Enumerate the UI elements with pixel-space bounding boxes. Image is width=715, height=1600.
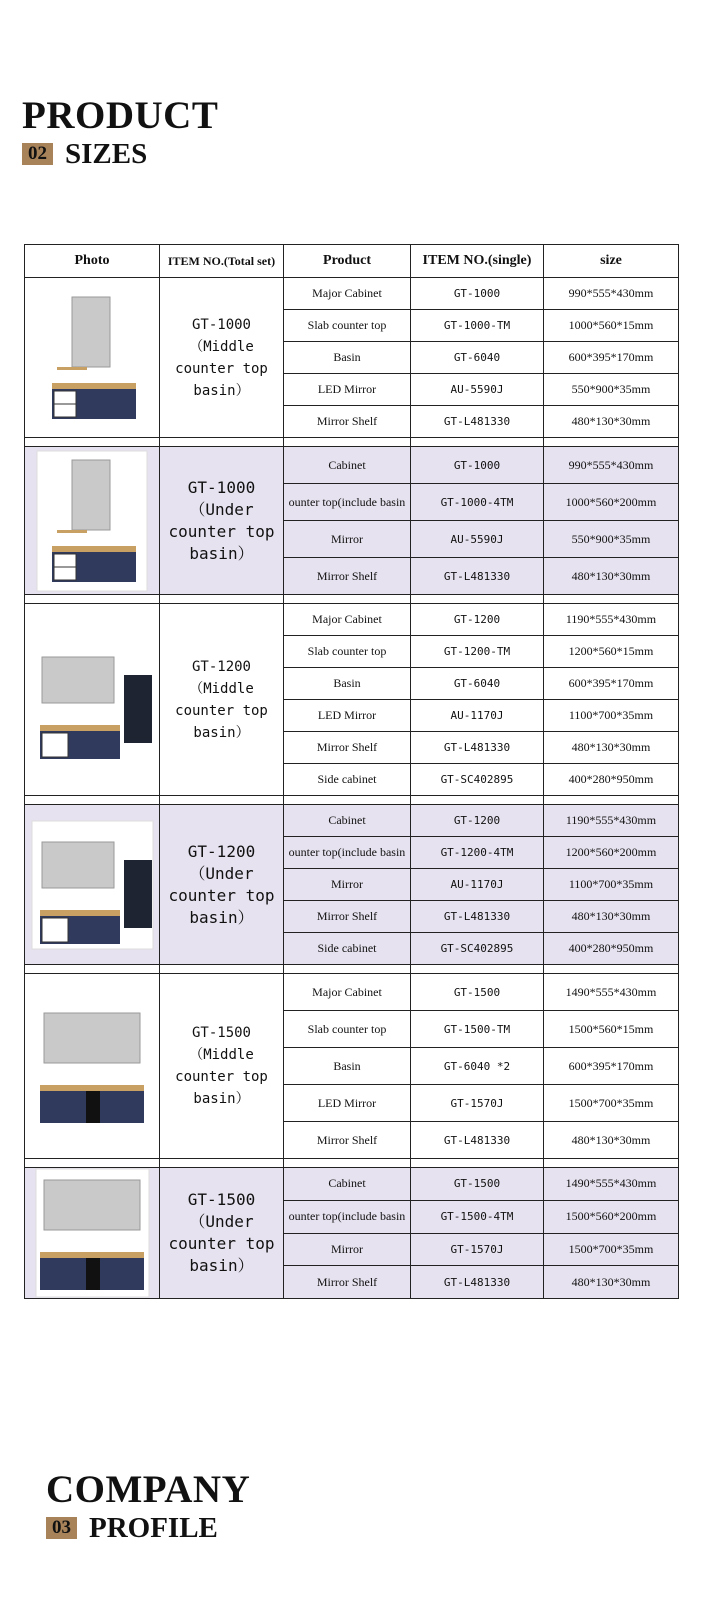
product-name: Mirror Shelf [284, 901, 411, 933]
vanity-photo-icon [30, 635, 155, 765]
size-value: 990*555*430mm [544, 447, 679, 484]
col-header-photo: Photo [25, 245, 160, 278]
product-photo [25, 278, 160, 438]
single-item-code: GT-L481330 [411, 558, 544, 595]
size-value: 1200*560*200mm [544, 837, 679, 869]
col-header-size: size [544, 245, 679, 278]
size-value: 1500*700*35mm [544, 1233, 679, 1266]
single-item-code: GT-1000 [411, 447, 544, 484]
single-item-code: GT-6040 *2 [411, 1048, 544, 1085]
size-value: 480*130*30mm [544, 901, 679, 933]
col-header-single: ITEM NO.(single) [411, 245, 544, 278]
product-name: Mirror Shelf [284, 558, 411, 595]
set-description: （Middle counter top basin） [175, 680, 268, 741]
product-name: Mirror Shelf [284, 1122, 411, 1159]
single-item-code: GT-SC402895 [411, 764, 544, 796]
size-value: 1500*560*200mm [544, 1200, 679, 1233]
size-value: 1000*560*200mm [544, 484, 679, 521]
set-description: （Under counter top basin） [168, 499, 275, 563]
single-item-code: AU-5590J [411, 374, 544, 406]
set-code: GT-1500 [187, 1190, 256, 1209]
table-row [25, 1168, 679, 1201]
product-photo [25, 1168, 160, 1299]
single-item-code: GT-1500-4TM [411, 1200, 544, 1233]
set-item-cell [160, 604, 284, 796]
single-item-code: GT-1500 [411, 974, 544, 1011]
single-item-code: GT-1570J [411, 1233, 544, 1266]
product-name: Slab counter top [284, 636, 411, 668]
single-item-code: AU-5590J [411, 521, 544, 558]
col-header-product: Product [284, 245, 411, 278]
product-name: Mirror [284, 1233, 411, 1266]
product-name: Cabinet [284, 1168, 411, 1201]
vanity-photo-icon [30, 1168, 155, 1298]
product-name: LED Mirror [284, 700, 411, 732]
size-value: 600*395*170mm [544, 342, 679, 374]
product-name: ounter top(include basin [284, 484, 411, 521]
product-name: Side cabinet [284, 764, 411, 796]
product-name: Mirror [284, 521, 411, 558]
section-number-badge: 02 [22, 143, 53, 165]
set-description: （Under counter top basin） [168, 863, 275, 927]
product-name: Major Cabinet [284, 974, 411, 1011]
size-value: 1190*555*430mm [544, 604, 679, 636]
set-code: GT-1000 [187, 477, 256, 497]
single-item-code: AU-1170J [411, 869, 544, 901]
single-item-code: GT-L481330 [411, 1266, 544, 1299]
single-item-code: GT-1500 [411, 1168, 544, 1201]
set-item-cell [160, 278, 284, 438]
table-row [25, 974, 679, 1011]
set-code: GT-1000 [191, 316, 251, 333]
size-value: 550*900*35mm [544, 521, 679, 558]
table-header-row [25, 245, 679, 278]
product-name: Mirror Shelf [284, 406, 411, 438]
size-value: 480*130*30mm [544, 406, 679, 438]
group-separator [25, 438, 679, 447]
section-number-badge: 03 [46, 1517, 77, 1539]
single-item-code: GT-1200 [411, 805, 544, 837]
size-value: 1190*555*430mm [544, 805, 679, 837]
product-name: Major Cabinet [284, 278, 411, 310]
product-name: Cabinet [284, 805, 411, 837]
vanity-photo-icon [30, 820, 155, 950]
size-value: 1490*555*430mm [544, 974, 679, 1011]
product-name: Major Cabinet [284, 604, 411, 636]
single-item-code: GT-L481330 [411, 1122, 544, 1159]
col-header-total-set: ITEM NO.(Total set) [160, 245, 284, 278]
set-item-cell [160, 805, 284, 965]
product-name: ounter top(include basin [284, 837, 411, 869]
product-name: Mirror Shelf [284, 732, 411, 764]
product-sizes-heading [22, 96, 218, 170]
product-name: ounter top(include basin [284, 1200, 411, 1233]
vanity-photo-icon [32, 450, 152, 592]
table-row [25, 604, 679, 636]
single-item-code: GT-1200 [411, 604, 544, 636]
size-value: 480*130*30mm [544, 1266, 679, 1299]
size-value: 400*280*950mm [544, 933, 679, 965]
size-value: 1500*700*35mm [544, 1085, 679, 1122]
table-row [25, 278, 679, 310]
group-separator [25, 1159, 679, 1168]
single-item-code: GT-L481330 [411, 732, 544, 764]
set-code: GT-1500 [191, 1025, 251, 1041]
product-photo [25, 604, 160, 796]
group-separator [25, 796, 679, 805]
single-item-code: GT-1000-4TM [411, 484, 544, 521]
size-value: 1100*700*35mm [544, 700, 679, 732]
size-value: 1500*560*15mm [544, 1011, 679, 1048]
product-name: LED Mirror [284, 374, 411, 406]
size-value: 400*280*950mm [544, 764, 679, 796]
single-item-code: GT-1200-TM [411, 636, 544, 668]
product-photo [25, 805, 160, 965]
set-item-cell [160, 1168, 284, 1299]
set-description: （Middle counter top basin） [175, 1047, 268, 1107]
single-item-code: GT-1000 [411, 278, 544, 310]
vanity-photo-icon [32, 287, 152, 429]
product-name: Basin [284, 1048, 411, 1085]
size-value: 600*395*170mm [544, 1048, 679, 1085]
product-name: Mirror [284, 869, 411, 901]
single-item-code: GT-1570J [411, 1085, 544, 1122]
product-name: Side cabinet [284, 933, 411, 965]
single-item-code: GT-1500-TM [411, 1011, 544, 1048]
single-item-code: GT-L481330 [411, 901, 544, 933]
size-value: 1490*555*430mm [544, 1168, 679, 1201]
heading-subtitle: SIZES [65, 138, 148, 170]
single-item-code: GT-6040 [411, 342, 544, 374]
size-value: 550*900*35mm [544, 374, 679, 406]
size-value: 1200*560*15mm [544, 636, 679, 668]
single-item-code: GT-SC402895 [411, 933, 544, 965]
product-photo [25, 974, 160, 1159]
size-value: 480*130*30mm [544, 558, 679, 595]
product-name: Basin [284, 342, 411, 374]
size-value: 1100*700*35mm [544, 869, 679, 901]
product-name: Mirror Shelf [284, 1266, 411, 1299]
product-name: Cabinet [284, 447, 411, 484]
product-sizes-table [24, 244, 679, 1299]
table-row [25, 805, 679, 837]
single-item-code: AU-1170J [411, 700, 544, 732]
set-item-cell [160, 974, 284, 1159]
group-separator [25, 595, 679, 604]
single-item-code: GT-1000-TM [411, 310, 544, 342]
single-item-code: GT-1200-4TM [411, 837, 544, 869]
product-name: LED Mirror [284, 1085, 411, 1122]
set-description: （Under counter top basin） [168, 1212, 275, 1275]
group-separator [25, 965, 679, 974]
heading-subtitle: PROFILE [89, 1512, 218, 1544]
size-value: 480*130*30mm [544, 732, 679, 764]
product-name: Basin [284, 668, 411, 700]
set-item-cell [160, 447, 284, 595]
heading-title: PRODUCT [22, 94, 219, 137]
set-description: （Middle counter top basin） [175, 338, 268, 399]
heading-title: COMPANY [46, 1468, 251, 1511]
size-value: 990*555*430mm [544, 278, 679, 310]
size-value: 480*130*30mm [544, 1122, 679, 1159]
vanity-photo-icon [30, 1001, 155, 1131]
product-name: Slab counter top [284, 1011, 411, 1048]
set-code: GT-1200 [191, 658, 251, 675]
table-row [25, 447, 679, 484]
set-code: GT-1200 [187, 841, 256, 861]
single-item-code: GT-L481330 [411, 406, 544, 438]
size-value: 1000*560*15mm [544, 310, 679, 342]
size-value: 600*395*170mm [544, 668, 679, 700]
product-name: Slab counter top [284, 310, 411, 342]
product-photo [25, 447, 160, 595]
company-profile-heading [46, 1470, 250, 1544]
single-item-code: GT-6040 [411, 668, 544, 700]
